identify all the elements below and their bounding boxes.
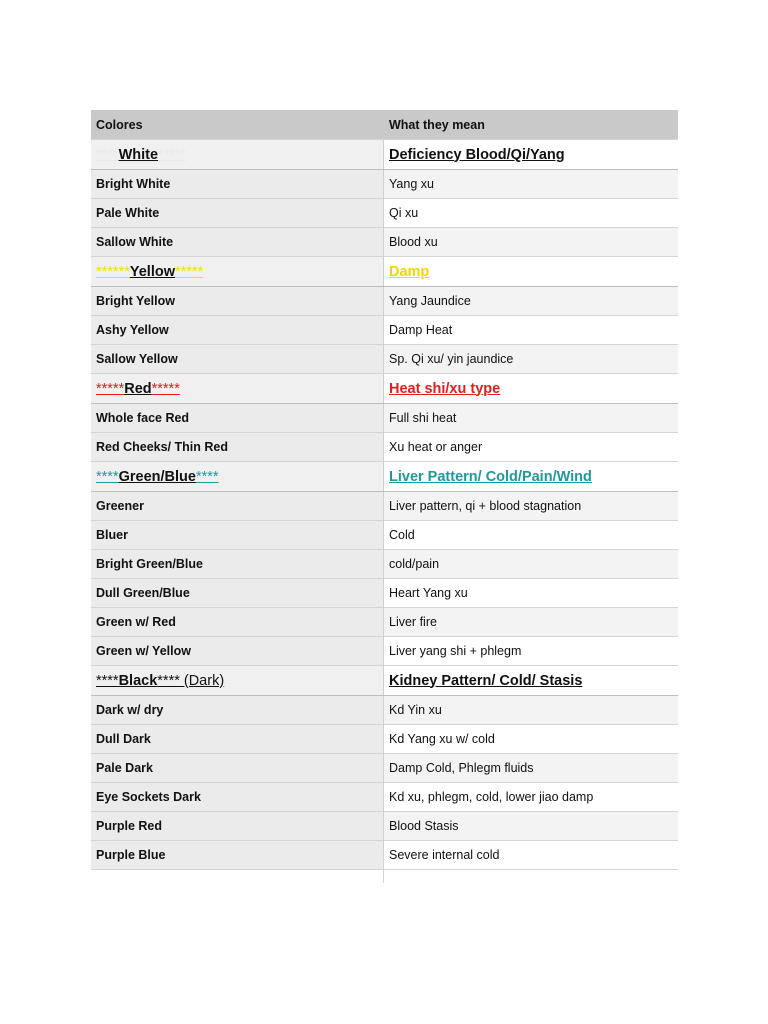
meaning-cell: Kd Yin xu (384, 696, 678, 724)
color-cell: Bright Yellow (91, 287, 384, 315)
meaning-cell: Damp Cold, Phlegm fluids (384, 754, 678, 782)
section-color-cell (91, 374, 384, 403)
color-cell: Pale White (91, 199, 384, 227)
section-meaning: Heat shi/xu type (384, 374, 678, 403)
color-cell: Sallow White (91, 228, 384, 256)
meaning-cell: Qi xu (384, 199, 678, 227)
section-marker-post: ***** (158, 146, 187, 163)
color-cell: Ashy Yellow (91, 316, 384, 344)
table-row (91, 199, 678, 228)
color-meaning-table (91, 110, 678, 870)
table-row (91, 783, 678, 812)
section-meaning: Liver Pattern/ Cold/Pain/Wind (384, 462, 678, 491)
meaning-cell: Full shi heat (384, 404, 678, 432)
meaning-cell: Kd xu, phlegm, cold, lower jiao damp (384, 783, 678, 811)
section-color-name: White (118, 146, 159, 163)
section-marker-pre: ***** (96, 380, 125, 397)
section-row-yellow (91, 257, 678, 287)
color-cell: Dark w/ dry (91, 696, 384, 724)
meaning-cell: Liver pattern, qi + blood stagnation (384, 492, 678, 520)
section-row-white (91, 140, 678, 170)
table-row (91, 521, 678, 550)
meaning-cell: Severe internal cold (384, 841, 678, 869)
meaning-cell: cold/pain (384, 550, 678, 578)
table-row (91, 637, 678, 666)
color-cell: Pale Dark (91, 754, 384, 782)
section-color-name: Yellow (129, 263, 175, 280)
section-color-name: Red (124, 380, 152, 397)
table-row (91, 228, 678, 257)
color-cell: Green w/ Red (91, 608, 384, 636)
section-meaning: Kidney Pattern/ Cold/ Stasis (384, 666, 678, 695)
meaning-cell: Blood Stasis (384, 812, 678, 840)
meaning-cell: Liver yang shi + phlegm (384, 637, 678, 665)
table-row (91, 812, 678, 841)
meaning-cell: Cold (384, 521, 678, 549)
section-marker-post: ***** (151, 380, 180, 397)
table-row (91, 404, 678, 433)
color-cell: Bluer (91, 521, 384, 549)
meaning-cell: Damp Heat (384, 316, 678, 344)
table-row (91, 287, 678, 316)
color-cell: Purple Red (91, 812, 384, 840)
section-meaning: Deficiency Blood/Qi/Yang (384, 140, 678, 169)
section-color-cell (91, 666, 384, 695)
section-row-black (91, 666, 678, 696)
table-row (91, 579, 678, 608)
color-cell: Sallow Yellow (91, 345, 384, 373)
meaning-cell: Yang Jaundice (384, 287, 678, 315)
table-row (91, 345, 678, 374)
header-colores: Colores (91, 110, 384, 139)
color-cell: Bright Green/Blue (91, 550, 384, 578)
table-row (91, 316, 678, 345)
section-color-name: Green/Blue (118, 468, 196, 485)
section-marker-pre: **** (96, 672, 119, 689)
section-color-cell (91, 257, 384, 286)
section-marker-pre: ****** (96, 263, 130, 280)
section-marker-post: **** (195, 468, 219, 485)
section-meaning: Damp (384, 257, 678, 286)
section-color-cell (91, 140, 384, 169)
table-header-row (91, 110, 678, 140)
meaning-cell: Liver fire (384, 608, 678, 636)
meaning-cell: Blood xu (384, 228, 678, 256)
column-divider-tail (383, 856, 384, 883)
section-row-green-blue (91, 462, 678, 492)
meaning-cell: Xu heat or anger (384, 433, 678, 461)
table-row (91, 550, 678, 579)
section-marker-pre: **** (96, 468, 119, 485)
table-row (91, 433, 678, 462)
section-color-name: Black (118, 672, 158, 689)
color-cell: Dull Green/Blue (91, 579, 384, 607)
color-cell: Eye Sockets Dark (91, 783, 384, 811)
section-color-cell (91, 462, 384, 491)
header-what-they-mean: What they mean (384, 110, 678, 139)
table-row (91, 754, 678, 783)
table-row (91, 608, 678, 637)
section-marker-post: **** (Dark) (157, 672, 225, 689)
table-row (91, 841, 678, 870)
color-cell: Purple Blue (91, 841, 384, 869)
section-row-red (91, 374, 678, 404)
section-marker-pre: **** (96, 146, 119, 163)
table-row (91, 170, 678, 199)
color-cell: Green w/ Yellow (91, 637, 384, 665)
color-cell: Bright White (91, 170, 384, 198)
meaning-cell: Yang xu (384, 170, 678, 198)
color-cell: Red Cheeks/ Thin Red (91, 433, 384, 461)
color-cell: Whole face Red (91, 404, 384, 432)
meaning-cell: Heart Yang xu (384, 579, 678, 607)
meaning-cell: Kd Yang xu w/ cold (384, 725, 678, 753)
table-row (91, 725, 678, 754)
color-cell: Dull Dark (91, 725, 384, 753)
table-row (91, 696, 678, 725)
meaning-cell: Sp. Qi xu/ yin jaundice (384, 345, 678, 373)
table-row (91, 492, 678, 521)
color-cell: Greener (91, 492, 384, 520)
section-marker-post: ***** (175, 263, 204, 280)
